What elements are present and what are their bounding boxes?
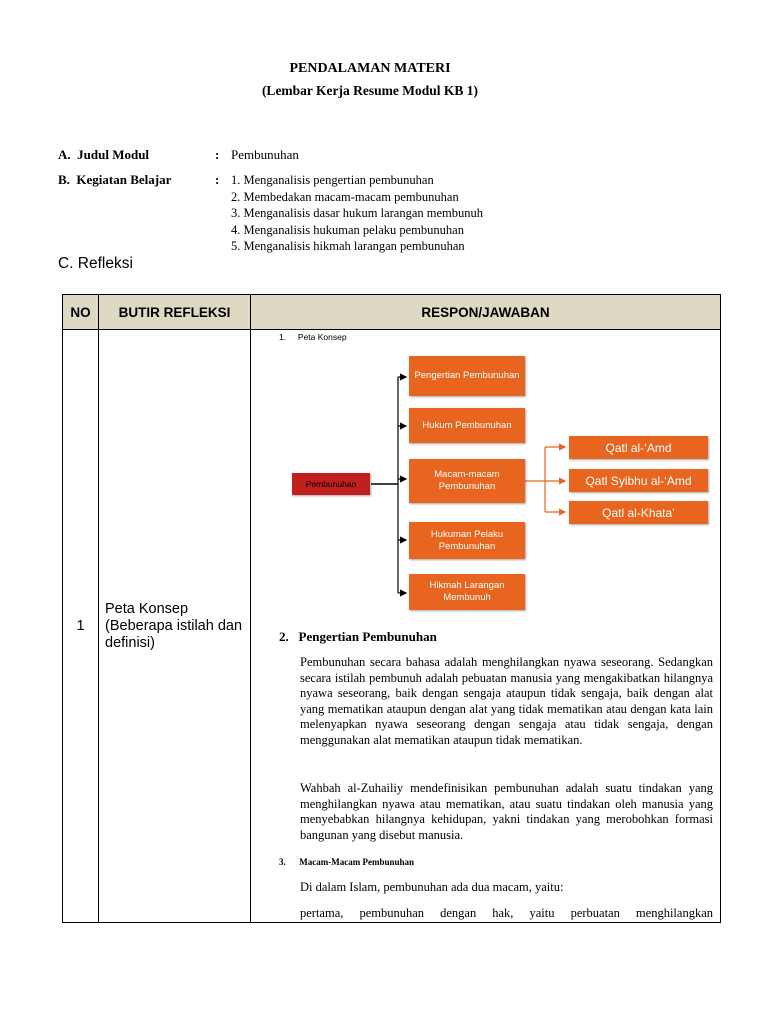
refleksi-heading: C. Refleksi xyxy=(58,255,133,272)
section-3-heading: 3. Macam-Macam Pembunuhan xyxy=(279,857,414,867)
judul-modul-value: Pembunuhan xyxy=(231,147,299,162)
objective-item: 3. Menganalisis dasar hukum larangan membunuh xyxy=(231,206,484,220)
concept-branch-node: Macam-macam Pembunuhan xyxy=(409,459,525,503)
concept-branch-node: Pengertian Pembunuhan xyxy=(409,356,525,396)
kegiatan-belajar-label: B. Kegiatan Belajar xyxy=(58,172,172,187)
section-2-paragraph-1: Pembunuhan secara bahasa adalah menghilangkan nyawa seseorang. Sedangkan secara istilah pembunuh adalah pebuatan manusia yang mengakibatkan hilangnya nyawa seseorang, baik dengan sengaja ataupun tidak sengaja, baik dengan alat yang mematikan ataupun dengan alat yang tidak mematikan atau dengan kata lain melenyapkan nyawa seseorang dengan sengaja atau tidak sengaja, dengan menggunakan alat mematikan ataupun tidak mematikan. xyxy=(300,655,713,747)
section-3-paragraph-1: Di dalam Islam, pembunuhan ada dua macam, yaitu: xyxy=(300,880,564,894)
concept-branch-node: Hikmah Larangan Membunuh xyxy=(409,574,525,610)
concept-branch-node: Hukum Pembunuhan xyxy=(409,408,525,443)
header-butir-refleksi: BUTIR REFLEKSI xyxy=(99,295,251,330)
concept-sub-node: Qatl al-Khata’ xyxy=(569,501,708,524)
section-3-paragraph-2: pertama, pembunuhan dengan hak, yaitu perbuatan menghilangkan xyxy=(300,906,713,920)
objective-item: 2. Membedakan macam-macam pembunuhan xyxy=(231,189,459,204)
section-2-paragraph-2: Wahbah al-Zuhailiy mendefinisikan pembunuhan adalah suatu tindakan yang menghilangkan nyawa atau mematikan, atau suatu tindakan oleh manusia yang menyebabkan hilangnya kehidupan, yakni tindakan yang merobohkan formasi bangunan yang disebut manusia. xyxy=(300,781,713,842)
objective-item: 4. Menganalisis hukuman pelaku pembunuhan xyxy=(231,222,464,237)
page-subtitle: (Lembar Kerja Resume Modul KB 1) xyxy=(261,83,479,98)
concept-sub-node: Qatl al-‘Amd xyxy=(569,436,708,459)
peta-konsep-label: 1. Peta Konsep xyxy=(279,332,347,342)
row-butir: Peta Konsep (Beberapa istilah dan definisi) xyxy=(99,330,251,923)
header-respon-jawaban: RESPON/JAWABAN xyxy=(251,295,721,330)
concept-sub-node: Qatl Syibhu al-‘Amd xyxy=(569,469,708,492)
section-2-heading: 2. Pengertian Pembunuhan xyxy=(279,629,437,644)
row-number: 1 xyxy=(63,330,99,923)
concept-root-node: Pembunuhan xyxy=(292,473,370,495)
objective-item: 5. Menganalisis hikmah larangan pembunuhan xyxy=(231,239,465,253)
objective-item: 1. Menganalisis pengertian pembunuhan xyxy=(231,173,434,187)
judul-modul-colon: : xyxy=(215,147,220,162)
judul-modul-label: A. Judul Modul xyxy=(58,147,150,162)
kegiatan-belajar-colon: : xyxy=(215,172,220,187)
header-no: NO xyxy=(63,295,99,330)
concept-branch-node: Hukuman Pelaku Pembunuhan xyxy=(409,522,525,559)
page-title: PENDALAMAN MATERI xyxy=(289,61,451,76)
